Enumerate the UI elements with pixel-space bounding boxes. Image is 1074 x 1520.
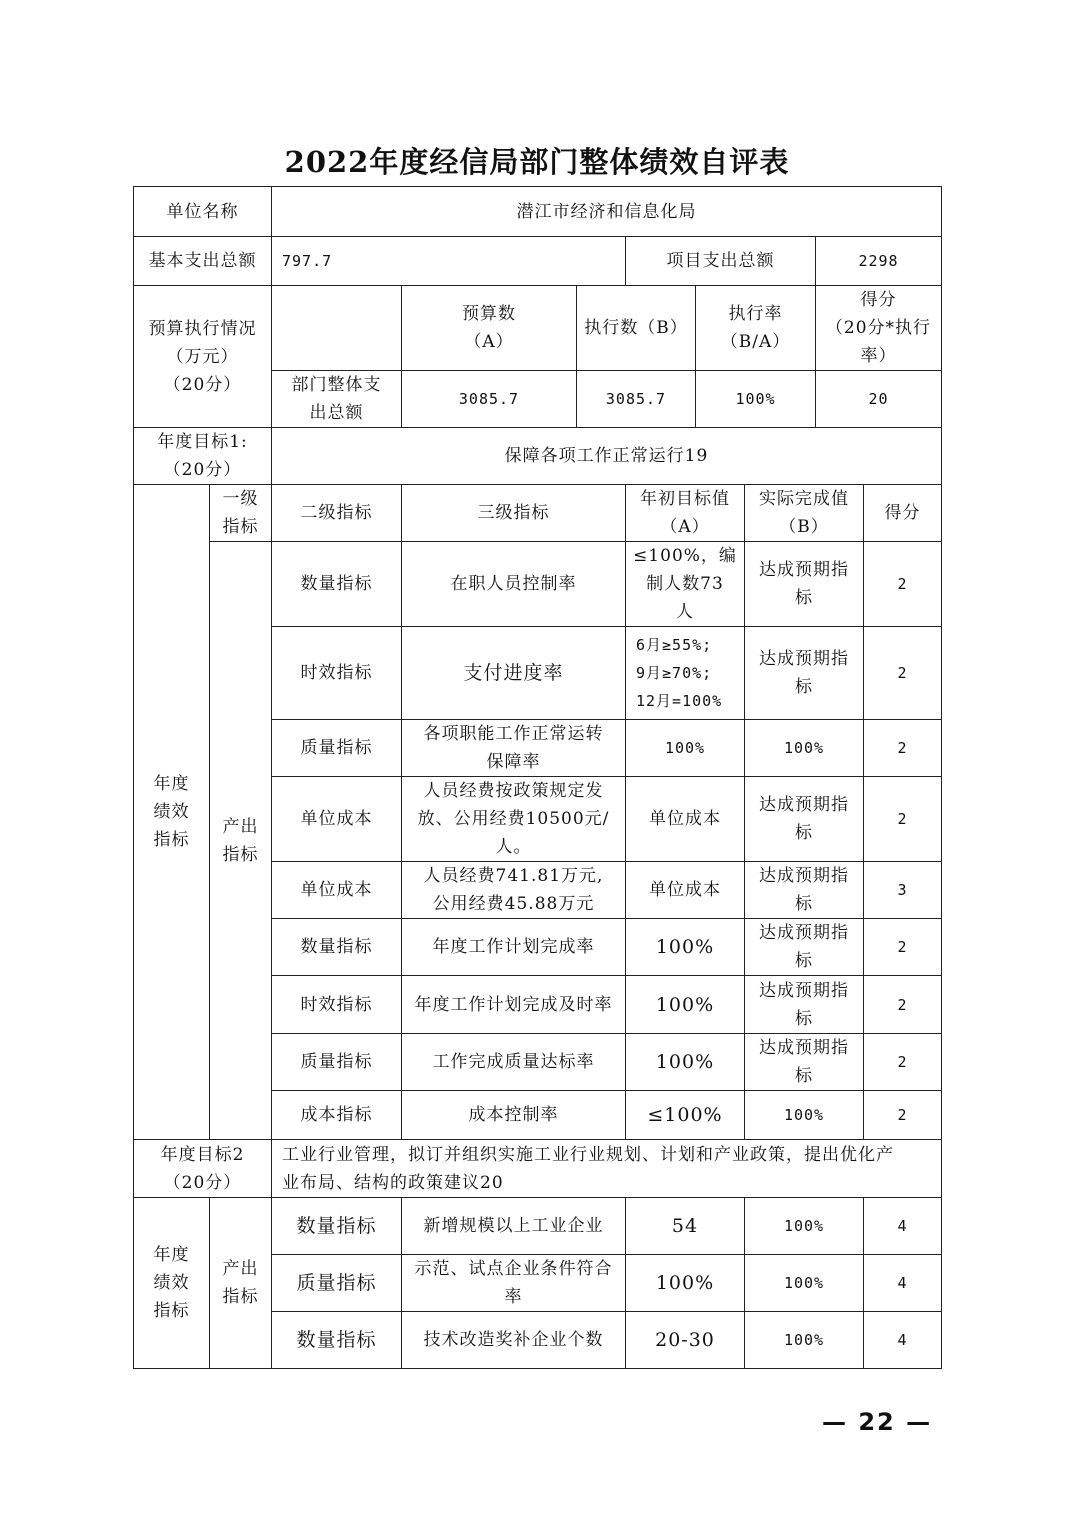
budget-col-rate: 执行率 （B/A） [696,286,816,371]
row-level3: 人员经费741.81万元, 公用经费45.88万元 [402,862,626,919]
budget-blank-cell [272,286,402,371]
row-level2: 质量指标 [272,720,402,777]
row-score: 4 [864,1198,942,1255]
row-actual: 达成预期指 标 [745,976,864,1034]
row-target: 100% [626,919,745,976]
table-row [134,286,942,371]
project-expense-label: 项目支出总额 [626,237,816,286]
unit-name-value: 潜江市经济和信息化局 [272,187,942,237]
row-score: 2 [864,976,942,1034]
row-target: 54 [626,1198,745,1255]
goal1-label: 年度目标1: （20分） [134,428,272,485]
row-score: 2 [864,627,942,720]
row-score: 2 [864,1091,942,1140]
budget-row-label: 部门整体支 出总额 [272,371,402,428]
table-row [134,1198,942,1255]
target-header: 年初目标值 （A） [626,485,745,542]
row-level3: 人员经费按政策规定发 放、公用经费10500元/ 人。 [402,777,626,862]
row-score: 2 [864,1034,942,1091]
row-level2: 单位成本 [272,862,402,919]
row-score: 4 [864,1312,942,1369]
row-level2: 时效指标 [272,627,402,720]
row-score: 2 [864,720,942,777]
annual-perf-label-2: 年度 绩效 指标 [134,1198,210,1369]
basic-expense-value: 797.7 [272,237,626,286]
row-level3: 新增规模以上工业企业 [402,1198,626,1255]
level1-header: 一级 指标 [210,485,272,542]
row-actual: 100% [745,720,864,777]
table-row [134,542,942,627]
row-actual: 达成预期指 标 [745,1034,864,1091]
row-level3: 年度工作计划完成率 [402,919,626,976]
row-target: ≤100%，编 制人数73 人 [626,542,745,627]
row-score: 2 [864,542,942,627]
project-expense-value: 2298 [816,237,942,286]
row-level2: 成本指标 [272,1091,402,1140]
goal2-text: 工业行业管理，拟订并组织实施工业行业规划、计划和产业政策，提出优化产 业布局、结构的政策建议20 [272,1140,942,1198]
row-level2: 数量指标 [272,1312,402,1369]
score-header: 得分 [864,485,942,542]
row-actual: 100% [745,1091,864,1140]
row-target: 20-30 [626,1312,745,1369]
table-row [134,187,942,237]
row-target: 100% [626,1034,745,1091]
budget-col-b: 执行数（B） [577,286,696,371]
table-row [134,485,942,542]
row-score: 2 [864,919,942,976]
row-level2: 数量指标 [272,1198,402,1255]
row-target: ≤100% [626,1091,745,1140]
row-level2: 单位成本 [272,777,402,862]
page-number: — 22 — [822,1408,933,1436]
row-level2: 时效指标 [272,976,402,1034]
row-actual: 100% [745,1255,864,1312]
row-target: 单位成本 [626,862,745,919]
actual-header: 实际完成值 （B） [745,485,864,542]
unit-name-label: 单位名称 [134,187,272,237]
budget-rate-value: 100% [696,371,816,428]
table-row [134,237,942,286]
row-target: 100% [626,720,745,777]
level2-header: 二级指标 [272,485,402,542]
budget-col-score: 得分 （20分*执行率） [816,286,942,371]
row-level2: 质量指标 [272,1034,402,1091]
annual-perf-label: 年度 绩效 指标 [134,485,210,1140]
budget-label: 预算执行情况 （万元） （20分） [134,286,272,428]
row-target: 6月≥55%; 9月≥70%; 12月=100% [626,627,745,720]
row-score: 2 [864,777,942,862]
budget-b-value: 3085.7 [577,371,696,428]
row-actual: 达成预期指 标 [745,777,864,862]
level3-header: 三级指标 [402,485,626,542]
row-level3: 技术改造奖补企业个数 [402,1312,626,1369]
row-actual: 达成预期指 标 [745,627,864,720]
row-level3: 支付进度率 [402,627,626,720]
row-actual: 达成预期指 标 [745,862,864,919]
table-row [134,1140,942,1198]
output-label: 产出 指标 [210,542,272,1140]
row-level2: 数量指标 [272,919,402,976]
row-target: 单位成本 [626,777,745,862]
row-level3: 各项职能工作正常运转 保障率 [402,720,626,777]
output-label-2: 产出 指标 [210,1198,272,1369]
row-level2: 数量指标 [272,542,402,627]
row-actual: 达成预期指 标 [745,919,864,976]
goal2-label: 年度目标2 （20分） [134,1140,272,1198]
budget-score-value: 20 [816,371,942,428]
table-row [134,428,942,485]
budget-a-value: 3085.7 [402,371,577,428]
row-level3: 示范、试点企业条件符合 率 [402,1255,626,1312]
row-level3: 成本控制率 [402,1091,626,1140]
row-target: 100% [626,976,745,1034]
row-score: 4 [864,1255,942,1312]
row-actual: 达成预期指 标 [745,542,864,627]
row-actual: 100% [745,1312,864,1369]
goal1-text: 保障各项工作正常运行19 [272,428,942,485]
row-level3: 年度工作计划完成及时率 [402,976,626,1034]
row-actual: 100% [745,1198,864,1255]
row-level2: 质量指标 [272,1255,402,1312]
row-level3: 在职人员控制率 [402,542,626,627]
performance-table [133,186,942,1369]
page-title: 2022年度经信局部门整体绩效自评表 [284,145,790,179]
row-target: 100% [626,1255,745,1312]
budget-col-a: 预算数 （A） [402,286,577,371]
row-level3: 工作完成质量达标率 [402,1034,626,1091]
basic-expense-label: 基本支出总额 [134,237,272,286]
row-score: 3 [864,862,942,919]
